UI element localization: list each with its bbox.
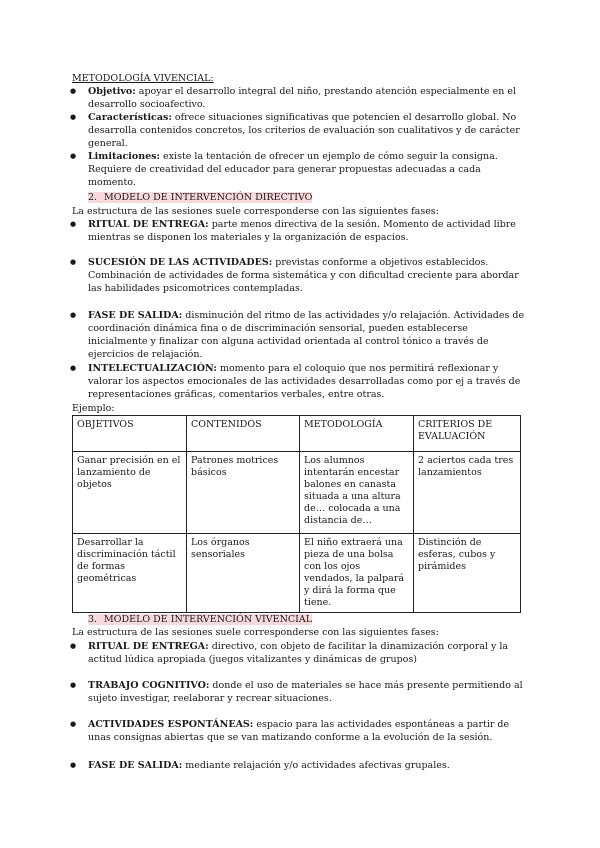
bullet-text: momento para el coloquio que nos permitirá reflexionar y valorar los aspectos emocionales de las actividades desarrolladas como por ej a través de representaciones gráficas, comentarios verbales, entre otras. (88, 363, 521, 400)
table-cell: El niño extraerá una pieza de una bolsa con los ojos vendados, la palpará y dirá la forma que tiene. (300, 534, 414, 613)
section2-list (88, 309, 528, 361)
list-item (88, 679, 528, 705)
section3-list (88, 718, 528, 744)
list-item (88, 218, 528, 244)
bullet-label: Objetivo: (88, 86, 136, 97)
bullet-text: previstas conforme a objetivos establecidos. Combinación de actividades de forma sistemática y con dificultad creciente para abordar las habilidades psicomotrices contempladas. (88, 257, 519, 294)
bullet-label: Características: (88, 112, 172, 123)
table-row (73, 534, 521, 613)
bullet-text: parte menos directiva de la sesión. Momento de actividad libre mientras se disponen los materiales y la organización de espacios. (88, 219, 516, 243)
bullet-text: directivo, con objeto de facilitar la dinamización corporal y la actitud lúdica apropiada (juegos vitalizantes y dinámicas de grupos) (88, 641, 509, 665)
section2-list (88, 256, 528, 295)
section2-title: MODELO DE INTERVENCIÓN DIRECTIVO (104, 192, 313, 203)
table-cell: 2 aciertos cada tres lanzamientos (414, 452, 521, 534)
table-cell: Los órganos sensoriales (187, 534, 300, 613)
section3-heading (88, 613, 312, 626)
section1-list (88, 85, 528, 189)
list-item (88, 759, 528, 772)
list-item (88, 309, 528, 361)
bullet-text: ofrece situaciones significativas que potencien el desarrollo global. No desarrolla contenidos concretos, los criterios de evaluación son cualitativos y de carácter general. (88, 112, 520, 149)
section2-heading (88, 191, 312, 204)
table-header: METODOLOGÍA (300, 416, 414, 452)
list-item (88, 640, 528, 666)
bullet-text: existe la tentación de ofrecer un ejemplo de cómo seguir la consigna. Requiere de creatividad del educador para generar propuestas adecuadas a cada momento. (88, 151, 498, 188)
section3-list (88, 679, 528, 705)
bullet-label: RITUAL DE ENTREGA: (88, 219, 209, 230)
table-cell: Distinción de esferas, cubos y pirámides (414, 534, 521, 613)
table-header: OBJETIVOS (73, 416, 187, 452)
bullet-text: disminución del ritmo de las actividades y/o relajación. Actividades de coordinación dinámica fina o de discriminación sensorial, pueden establecerse inicialmente y finalizar con alguna actividad orientada al control tónico a través de ejercicios de relajación. (88, 310, 525, 360)
section3-list (88, 759, 528, 772)
bullet-label: TRABAJO COGNITIVO: (88, 680, 210, 691)
list-item (88, 111, 528, 150)
example-label: Ejemplo: (72, 403, 115, 414)
table-row (73, 452, 521, 534)
bullet-text: apoyar el desarrollo integral del niño, prestando atención especialmente en el desarrollo socioafectivo. (88, 86, 516, 110)
section2-intro: La estructura de las sesiones suele corresponderse con las siguientes fases: (72, 206, 439, 217)
bullet-text: espacio para las actividades espontáneas a partir de unas consignas abiertas que se van matizando conforme a la evolución de la sesión. (88, 719, 510, 743)
section3-intro: La estructura de las sesiones suele corresponderse con las siguientes fases: (72, 627, 439, 638)
list-item (88, 256, 528, 295)
section1-title: METODOLOGÍA VIVENCIAL: (72, 73, 214, 84)
section2-number: 2. (88, 192, 98, 203)
table-header: CONTENIDOS (187, 416, 300, 452)
table-cell: Patrones motrices básicos (187, 452, 300, 534)
bullet-text: mediante relajación y/o actividades afectivas grupales. (182, 760, 450, 771)
bullet-label: Limitaciones: (88, 151, 161, 162)
section2-list (88, 362, 528, 401)
table-cell: Los alumnos intentarán encestar balones en canasta situada a una altura de… colocada a una distancia de… (300, 452, 414, 534)
table-header-row (73, 416, 521, 452)
list-item (88, 150, 528, 189)
bullet-label: ACTIVIDADES ESPONTÁNEAS: (88, 719, 254, 730)
bullet-label: FASE DE SALIDA: (88, 310, 183, 321)
example-table (72, 415, 521, 613)
list-item (88, 85, 528, 111)
table-header: CRITERIOS DE EVALUACIÓN (414, 416, 521, 452)
bullet-text: donde el uso de materiales se hace más presente permitiendo al sujeto investigar, reelaborar y recrear situaciones. (88, 680, 523, 704)
section2-list (88, 218, 528, 244)
list-item (88, 362, 528, 401)
section3-number: 3. (88, 614, 98, 625)
section3-list (88, 640, 528, 666)
bullet-label: SUCESIÓN DE LAS ACTIVIDADES: (88, 257, 273, 268)
table-cell: Desarrollar la discriminación táctil de formas geométricas (73, 534, 187, 613)
bullet-label: RITUAL DE ENTREGA: (88, 641, 209, 652)
bullet-label: FASE DE SALIDA: (88, 760, 183, 771)
list-item (88, 718, 528, 744)
table-cell: Ganar precisión en el lanzamiento de objetos (73, 452, 187, 534)
bullet-label: INTELECTUALIZACIÓN: (88, 363, 217, 374)
section3-title: MODELO DE INTERVENCIÓN VIVENCIAL (104, 614, 313, 625)
